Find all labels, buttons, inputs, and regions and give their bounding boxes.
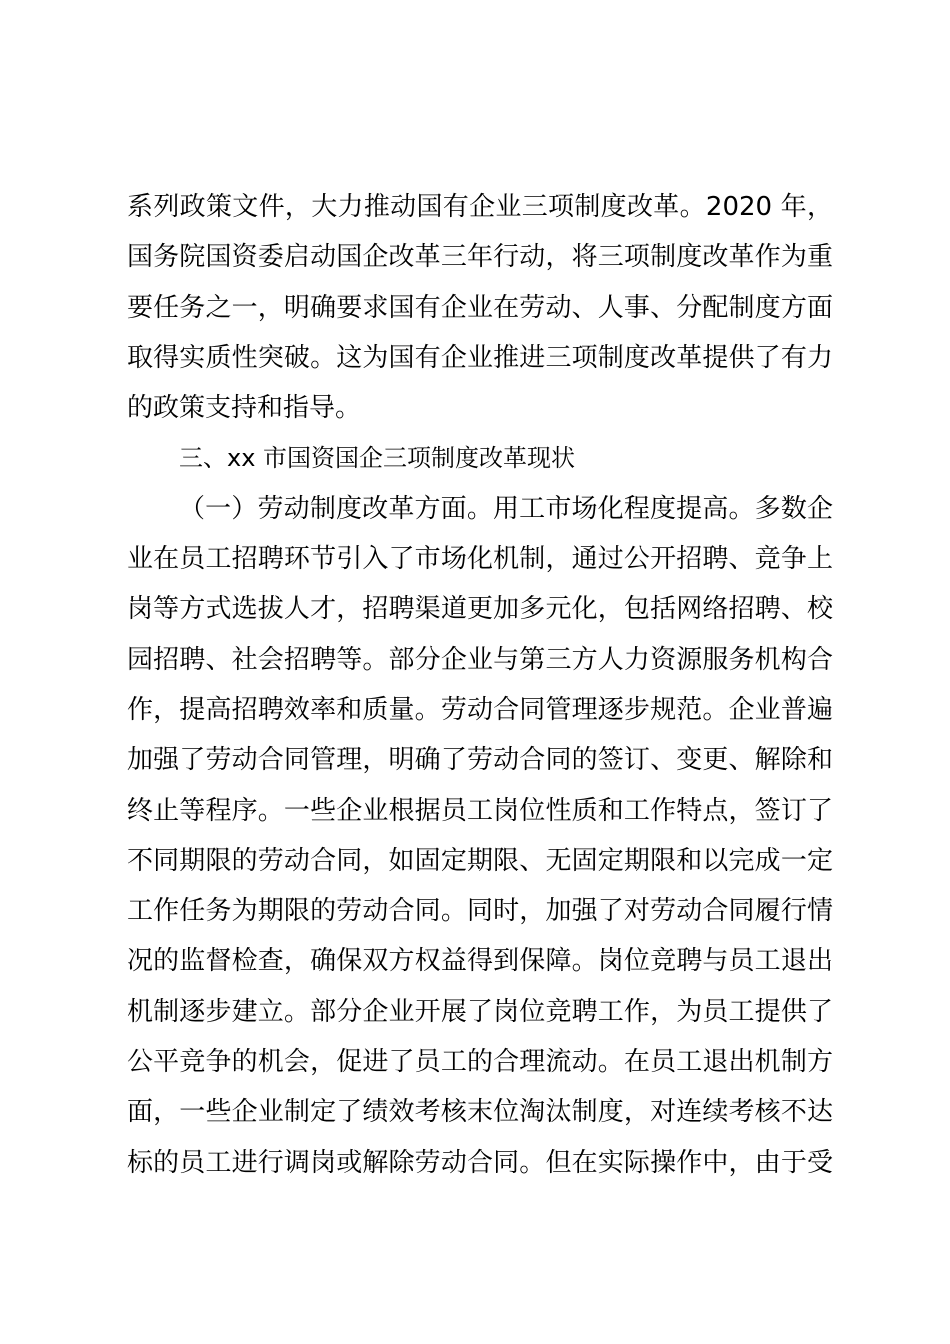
document-body [127,182,833,1188]
paragraph-1-line: 国务院国资委启动国企改革三年行动，将三项制度改革作为重 [127,242,833,273]
paragraph-2-line: 终止等程序。一些企业根据员工岗位性质和工作特点，签订了 [127,795,833,826]
paragraph-2-line: 面，一些企业制定了绩效考核末位淘汰制度，对连续考核不达 [127,1097,833,1128]
paragraph-1-line: 要任务之一，明确要求国有企业在劳动、人事、分配制度方面 [127,292,833,323]
paragraph-2-line: 标的员工进行调岗或解除劳动合同。但在实际操作中，由于受 [127,1147,833,1178]
paragraph-1-line: 的政策支持和指导。 [127,393,362,424]
paragraph-2-line: 况的监督检查，确保双方权益得到保障。岗位竞聘与员工退出 [127,946,833,977]
paragraph-2-line: 工作任务为期限的劳动合同。同时，加强了对劳动合同履行情 [127,896,833,927]
paragraph-1-line: 系列政策文件，大力推动国有企业三项制度改革。2020 年， [127,192,833,222]
paragraph-2-line: 园招聘、社会招聘等。部分企业与第三方人力资源服务机构合 [127,644,833,675]
paragraph-2-line: 不同期限的劳动合同，如固定期限、无固定期限和以完成一定 [127,845,833,876]
paragraph-2-line: 加强了劳动合同管理，明确了劳动合同的签订、变更、解除和 [127,745,833,776]
paragraph-2-line: 岗等方式选拔人才，招聘渠道更加多元化，包括网络招聘、校 [127,594,833,625]
paragraph-1-line: 取得实质性突破。这为国有企业推进三项制度改革提供了有力 [127,342,833,373]
paragraph-2-line: 业在员工招聘环节引入了市场化机制，通过公开招聘、竞争上 [127,544,833,575]
paragraph-2-line: 公平竞争的机会，促进了员工的合理流动。在员工退出机制方 [127,1047,833,1078]
paragraph-2-line: （一）劳动制度改革方面。用工市场化程度提高。多数企 [179,493,833,524]
section-heading: 三、xx 市国资国企三项制度改革现状 [179,444,576,473]
paragraph-2-line: 机制逐步建立。部分企业开展了岗位竞聘工作，为员工提供了 [127,996,833,1027]
paragraph-2-line: 作，提高招聘效率和质量。劳动合同管理逐步规范。企业普遍 [127,694,833,725]
